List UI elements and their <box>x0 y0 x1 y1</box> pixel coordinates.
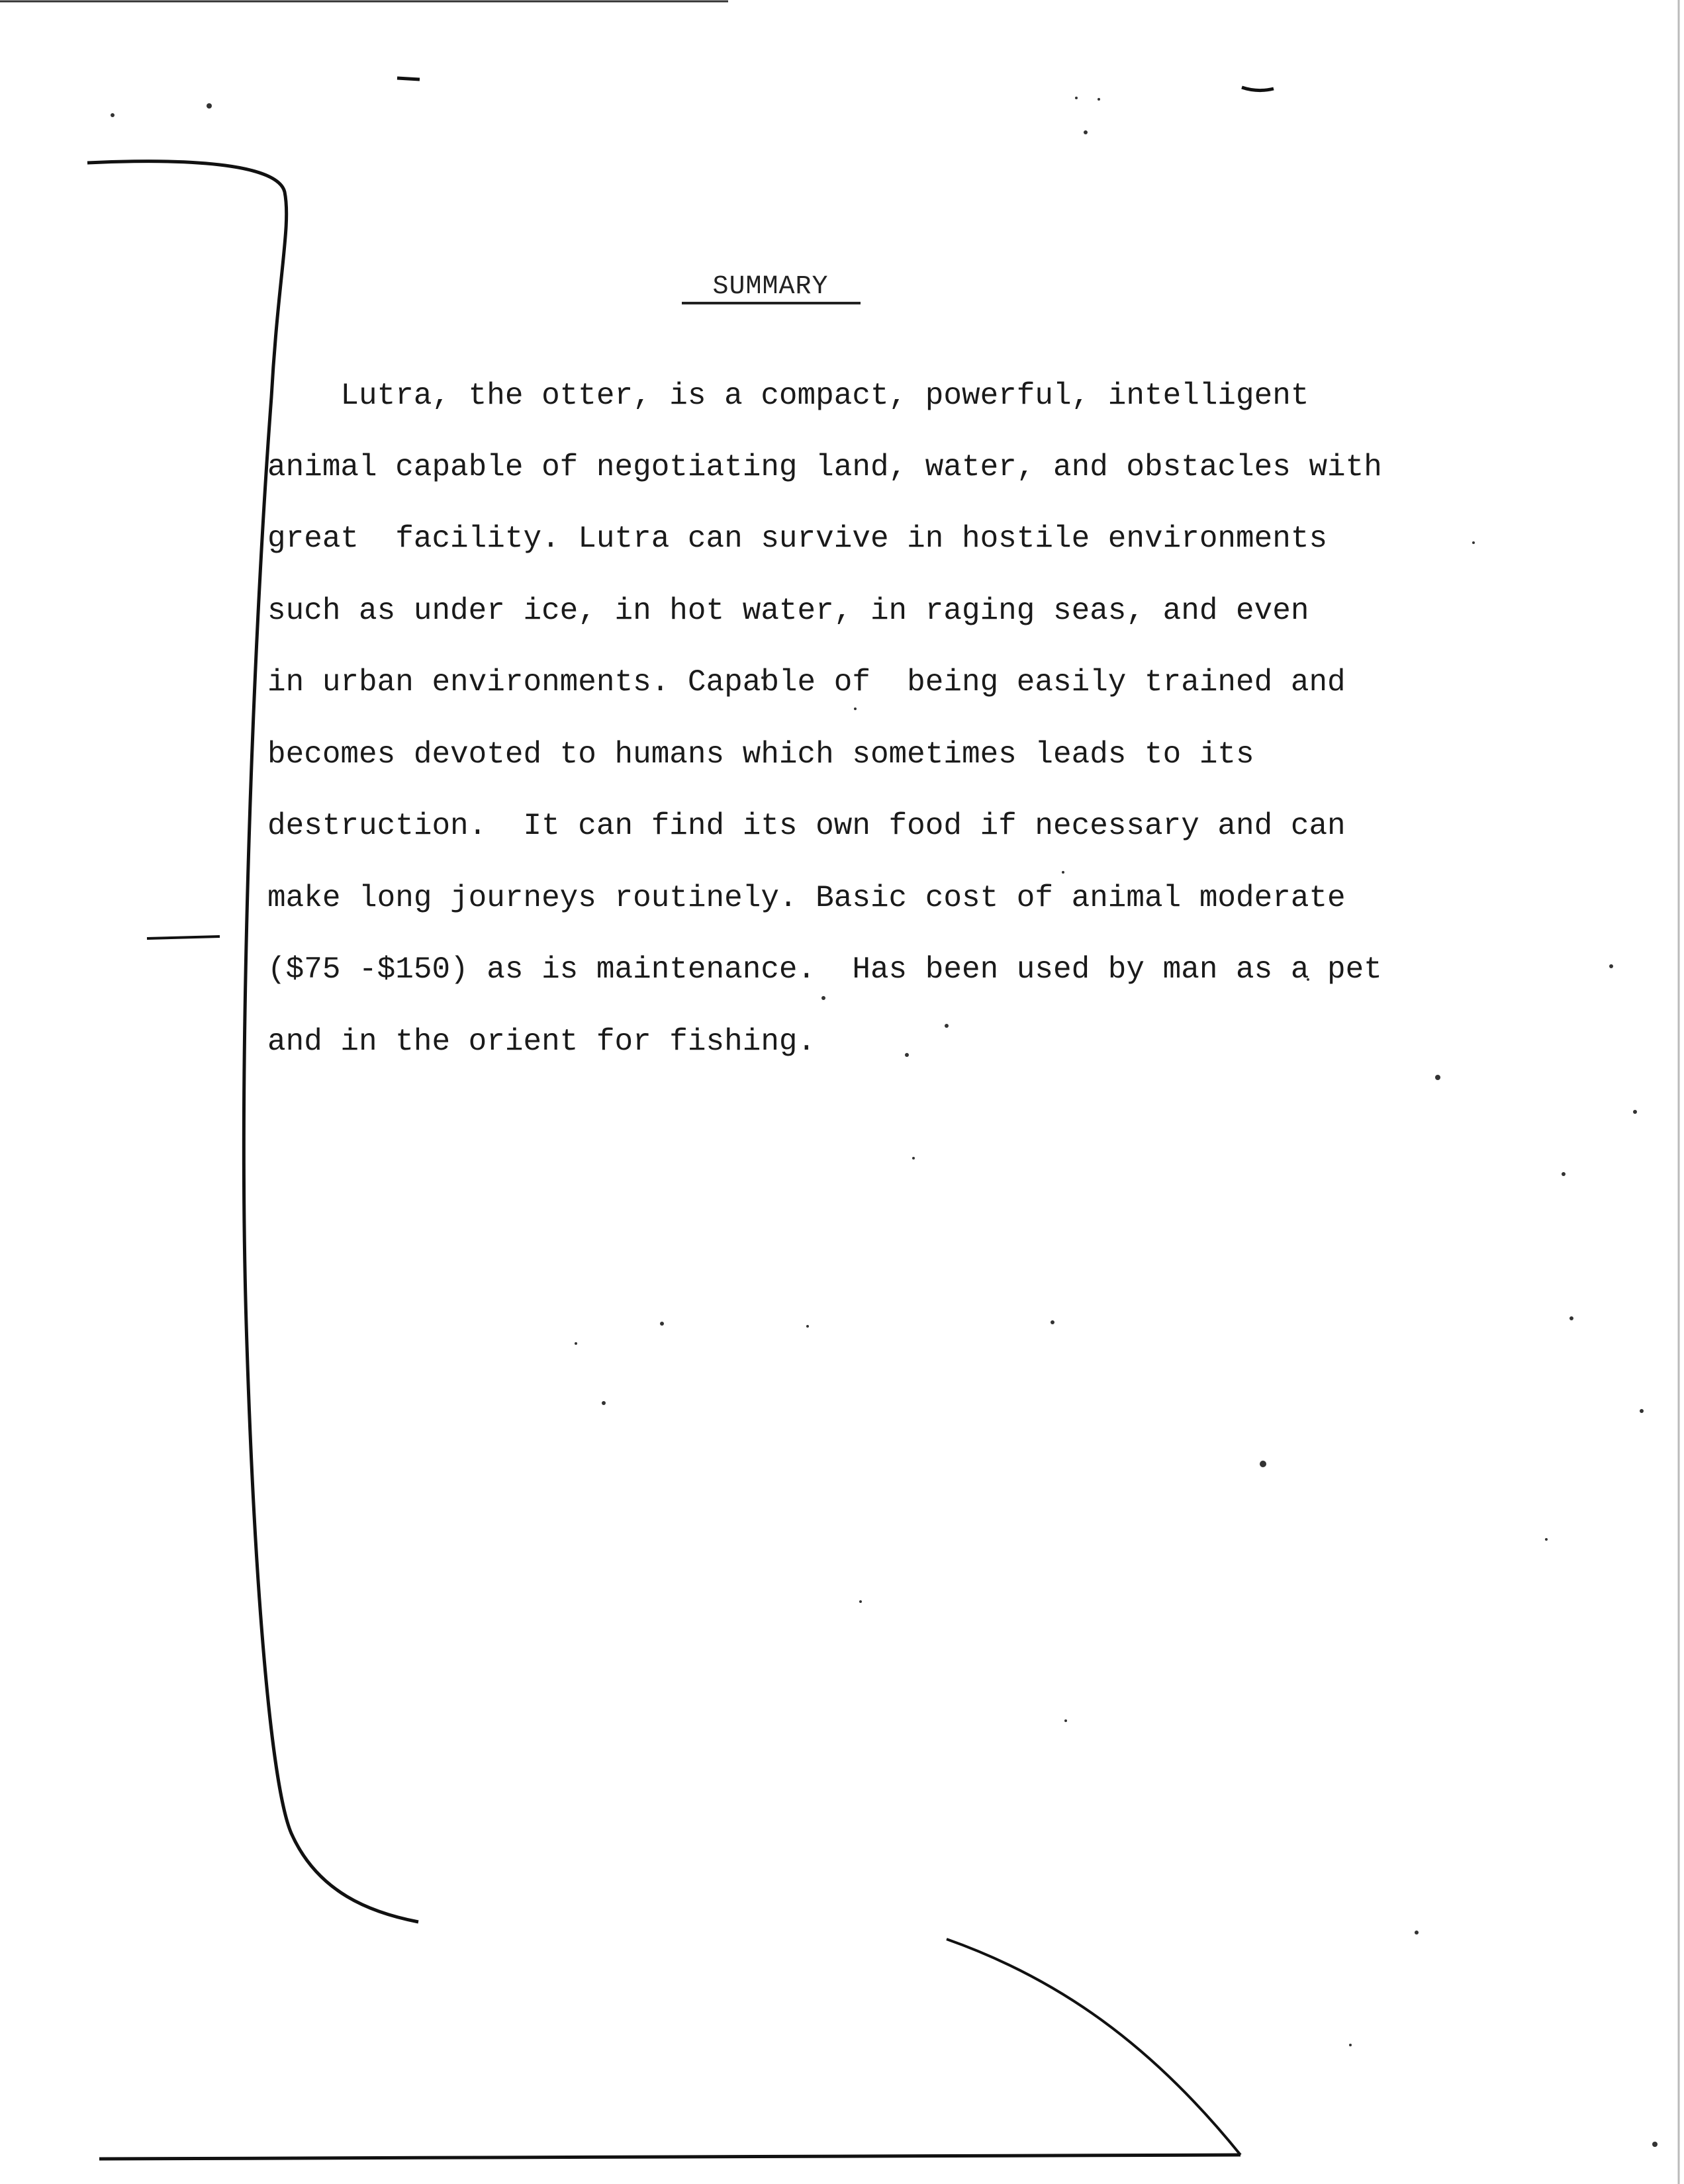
title-underline <box>682 302 861 304</box>
paragraph-line-5: in urban environments. Capable of being easily trained and <box>267 665 1346 700</box>
paragraph-line-2: animal capable of negotiating land, water, and obstacles with <box>267 450 1382 484</box>
page-title: SUMMARY <box>712 272 829 302</box>
paragraph-line-9: ($75 -$150) as is maintenance. Has been used by man as a pet <box>267 952 1382 987</box>
paragraph-line-3: great facility. Lutra can survive in hostile environments <box>267 522 1328 556</box>
paragraph-line-10: and in the orient for fishing. <box>267 1024 816 1059</box>
top-right-dash-mark <box>1242 87 1274 91</box>
bottom-rule-line <box>99 2155 1240 2159</box>
margin-tick <box>147 936 220 938</box>
paragraph-line-7: destruction. It can find its own food if necessary and can <box>267 809 1346 843</box>
paragraph-line-1: Lutra, the otter, is a compact, powerful, intelligent <box>267 379 1309 413</box>
paragraph-line-6: becomes devoted to humans which sometimes leads to its <box>267 737 1254 772</box>
top-dash-mark <box>397 78 420 79</box>
diagonal-corner-mark <box>947 1939 1240 2155</box>
paragraph-line-8: make long journeys routinely. Basic cost of animal moderate <box>267 881 1346 915</box>
paragraph-line-4: such as under ice, in hot water, in raging seas, and even <box>267 594 1309 628</box>
